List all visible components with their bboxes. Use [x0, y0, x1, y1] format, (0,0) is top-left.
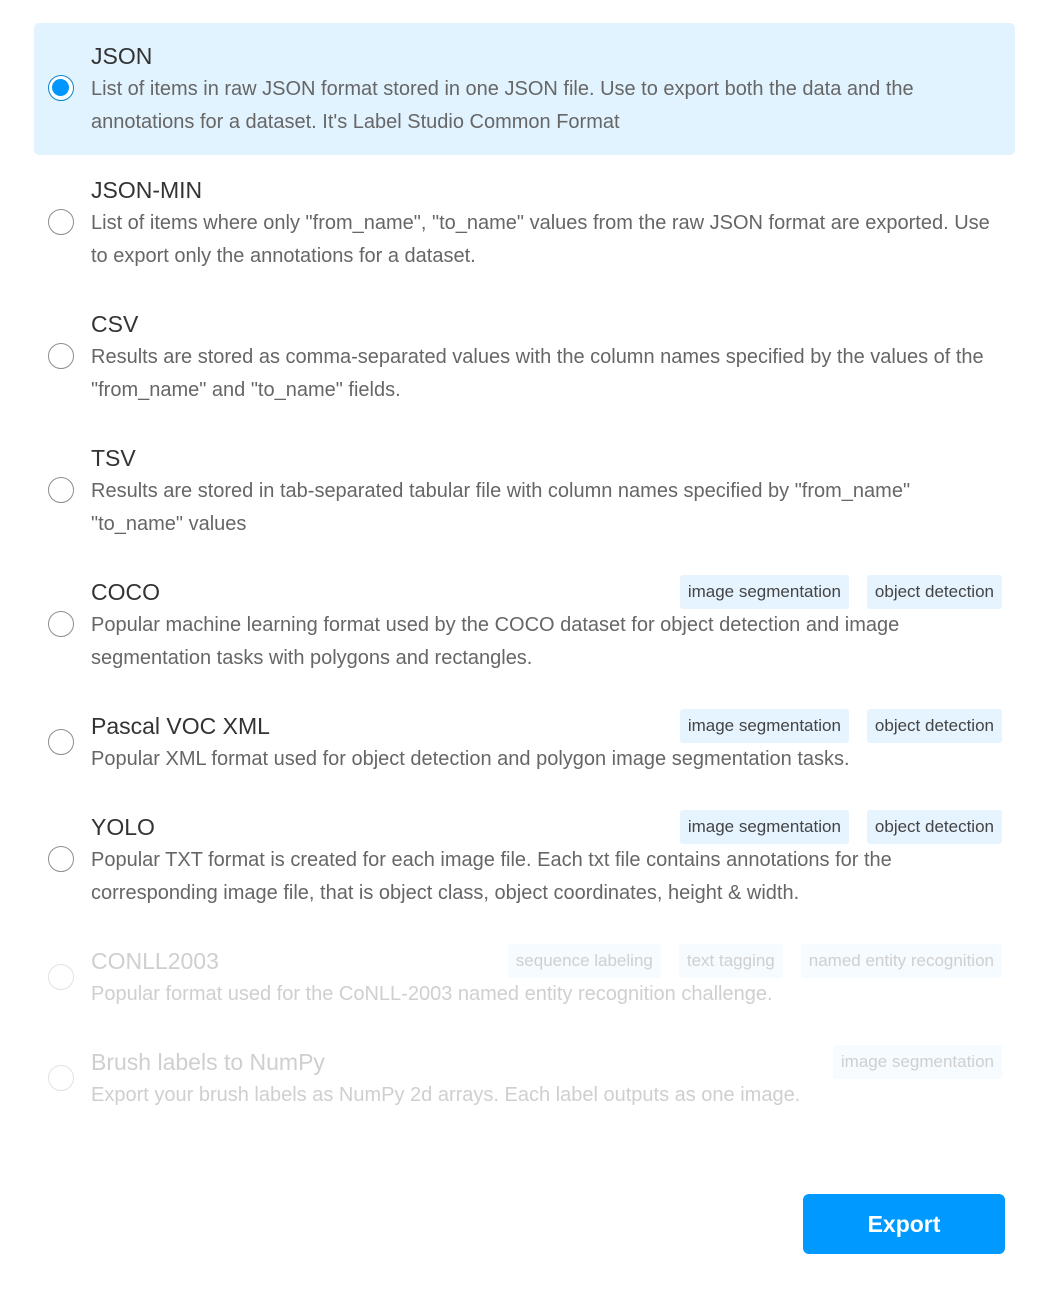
format-description: Results are stored in tab-separated tabular file with column names specified by "from_name" "to_name" values	[91, 480, 911, 535]
radio-button[interactable]	[48, 611, 74, 637]
radio-button[interactable]	[48, 209, 74, 235]
format-title: Pascal VOC XML	[91, 712, 270, 739]
radio-button[interactable]	[48, 75, 74, 101]
format-option-pascal-voc-xml[interactable]	[34, 693, 1015, 792]
format-tag: object detection	[867, 810, 1002, 844]
format-description: List of items in raw JSON format stored in one JSON file. Use to export both the data and the annotations for a dataset. It's Label Studio Common Format	[91, 78, 914, 133]
format-option-json-min[interactable]	[34, 157, 1015, 289]
format-title: COCO	[91, 578, 160, 605]
format-tags	[833, 1045, 1002, 1079]
format-title: YOLO	[91, 813, 155, 840]
format-description: Popular format used for the CoNLL-2003 named entity recognition challenge.	[91, 983, 773, 1005]
format-description: List of items where only "from_name", "to_name" values from the raw JSON format are exported. Use to export only the annotations for a dataset.	[91, 212, 990, 267]
format-title: Brush labels to NumPy	[91, 1048, 325, 1075]
format-tags	[680, 810, 1002, 844]
format-option-conll2003	[34, 928, 1015, 1027]
format-tags	[508, 944, 1002, 978]
format-option-brush-labels-to-numpy	[34, 1029, 1015, 1128]
format-tag: image segmentation	[833, 1045, 1002, 1079]
format-tag: text tagging	[679, 944, 783, 978]
format-option-tsv[interactable]	[34, 425, 1015, 557]
format-description: Results are stored as comma-separated values with the column names specified by the values of the "from_name" and "to_name" fields.	[91, 346, 984, 401]
format-tag: named entity recognition	[801, 944, 1002, 978]
format-tag: image segmentation	[680, 709, 849, 743]
format-tag: image segmentation	[680, 810, 849, 844]
radio-button	[48, 964, 74, 990]
format-description: Popular machine learning format used by the COCO dataset for object detection and image segmentation tasks with polygons and rectangles.	[91, 614, 900, 669]
format-title: TSV	[91, 444, 136, 471]
format-tag: sequence labeling	[508, 944, 661, 978]
format-tags	[680, 575, 1002, 609]
format-description: Popular XML format used for object detection and polygon image segmentation tasks.	[91, 748, 850, 770]
format-tag: object detection	[867, 575, 1002, 609]
radio-button[interactable]	[48, 729, 74, 755]
format-option-yolo[interactable]	[34, 794, 1015, 926]
radio-button[interactable]	[48, 477, 74, 503]
format-option-coco[interactable]	[34, 559, 1015, 691]
radio-button[interactable]	[48, 343, 74, 369]
format-tags	[680, 709, 1002, 743]
radio-button[interactable]	[48, 846, 74, 872]
format-title: JSON-MIN	[91, 176, 203, 203]
format-option-json[interactable]	[34, 23, 1015, 155]
format-description: Export your brush labels as NumPy 2d arrays. Each label outputs as one image.	[91, 1084, 801, 1106]
export-button[interactable]: Export	[803, 1194, 1005, 1254]
format-tag: object detection	[867, 709, 1002, 743]
format-tag: image segmentation	[680, 575, 849, 609]
format-title: JSON	[91, 42, 153, 69]
radio-button	[48, 1065, 74, 1091]
export-format-list	[34, 23, 1015, 1130]
format-description: Popular TXT format is created for each image file. Each txt file contains annotations for the corresponding image file, that is object class, object coordinates, height & width.	[91, 849, 892, 904]
format-title: CSV	[91, 310, 139, 337]
format-title: CONLL2003	[91, 947, 219, 974]
format-option-csv[interactable]	[34, 291, 1015, 423]
